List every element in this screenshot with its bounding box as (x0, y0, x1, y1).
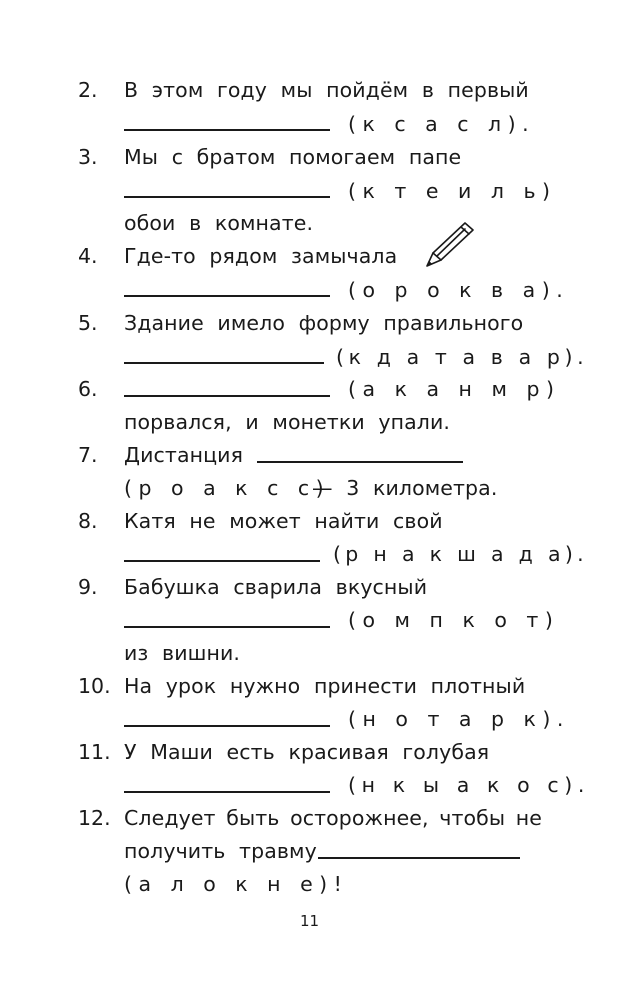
item-number: 6. (78, 377, 98, 401)
sentence-text: из вишни. (124, 641, 241, 665)
scrambled-letters: (о р о к в а). (348, 278, 570, 302)
scrambled-letters: (а к а н м р) (348, 377, 561, 401)
scrambled-letters: (а л о к н е)! (124, 872, 349, 896)
answer-blank[interactable] (318, 857, 520, 859)
page-number: 11 (299, 912, 320, 930)
answer-blank[interactable] (124, 791, 330, 793)
answer-blank[interactable] (124, 196, 330, 198)
sentence-text: — 3 километра. (312, 476, 498, 500)
scrambled-letters: (н к ы а к о с). (348, 773, 590, 797)
answer-blank[interactable] (124, 626, 330, 628)
pencil-icon (417, 219, 477, 271)
item-number: 2. (78, 78, 98, 102)
sentence-text: Катя не может найти свой (124, 509, 443, 533)
sentence-text: получить травму (124, 839, 317, 863)
sentence-text: Здание имело форму правильного (124, 311, 524, 335)
sentence-text: Где-то рядом замычала (124, 244, 398, 268)
item-number: 8. (78, 509, 98, 533)
answer-blank[interactable] (257, 461, 463, 463)
sentence-text: На урок нужно принести плотный (124, 674, 526, 698)
item-number: 12. (78, 806, 111, 830)
scrambled-letters: (к т е и л ь) (348, 179, 557, 203)
sentence-text: Мы с братом помогаем папе (124, 145, 462, 169)
sentence-text: Следует быть осторожнее, чтобы не (124, 806, 543, 830)
answer-blank[interactable] (124, 295, 330, 297)
item-number: 9. (78, 575, 98, 599)
answer-blank[interactable] (124, 129, 330, 131)
answer-blank[interactable] (124, 362, 324, 364)
sentence-text: обои в комнате. (124, 211, 314, 235)
answer-blank[interactable] (124, 395, 330, 397)
item-number: 10. (78, 674, 111, 698)
scrambled-letters: (р о а к с с) (124, 476, 331, 500)
item-number: 7. (78, 443, 98, 467)
sentence-text: У Маши есть красивая голубая (124, 740, 490, 764)
sentence-text: Дистанция (124, 443, 244, 467)
answer-blank[interactable] (124, 560, 320, 562)
scrambled-letters: (к с а с л). (348, 112, 536, 136)
sentence-text: порвался, и монетки упали. (124, 410, 451, 434)
sentence-text: Бабушка сварила вкусный (124, 575, 428, 599)
item-number: 5. (78, 311, 98, 335)
item-number: 11. (78, 740, 111, 764)
scrambled-letters: (н о т а р к). (348, 707, 570, 731)
scrambled-letters: (р н а к ш а д а). (333, 542, 588, 566)
item-number: 4. (78, 244, 98, 268)
item-number: 3. (78, 145, 98, 169)
sentence-text: В этом году мы пойдём в первый (124, 78, 529, 102)
scrambled-letters: (к д а т а в а р). (336, 345, 589, 369)
scrambled-letters: (о м п к о т) (348, 608, 560, 632)
answer-blank[interactable] (124, 725, 330, 727)
